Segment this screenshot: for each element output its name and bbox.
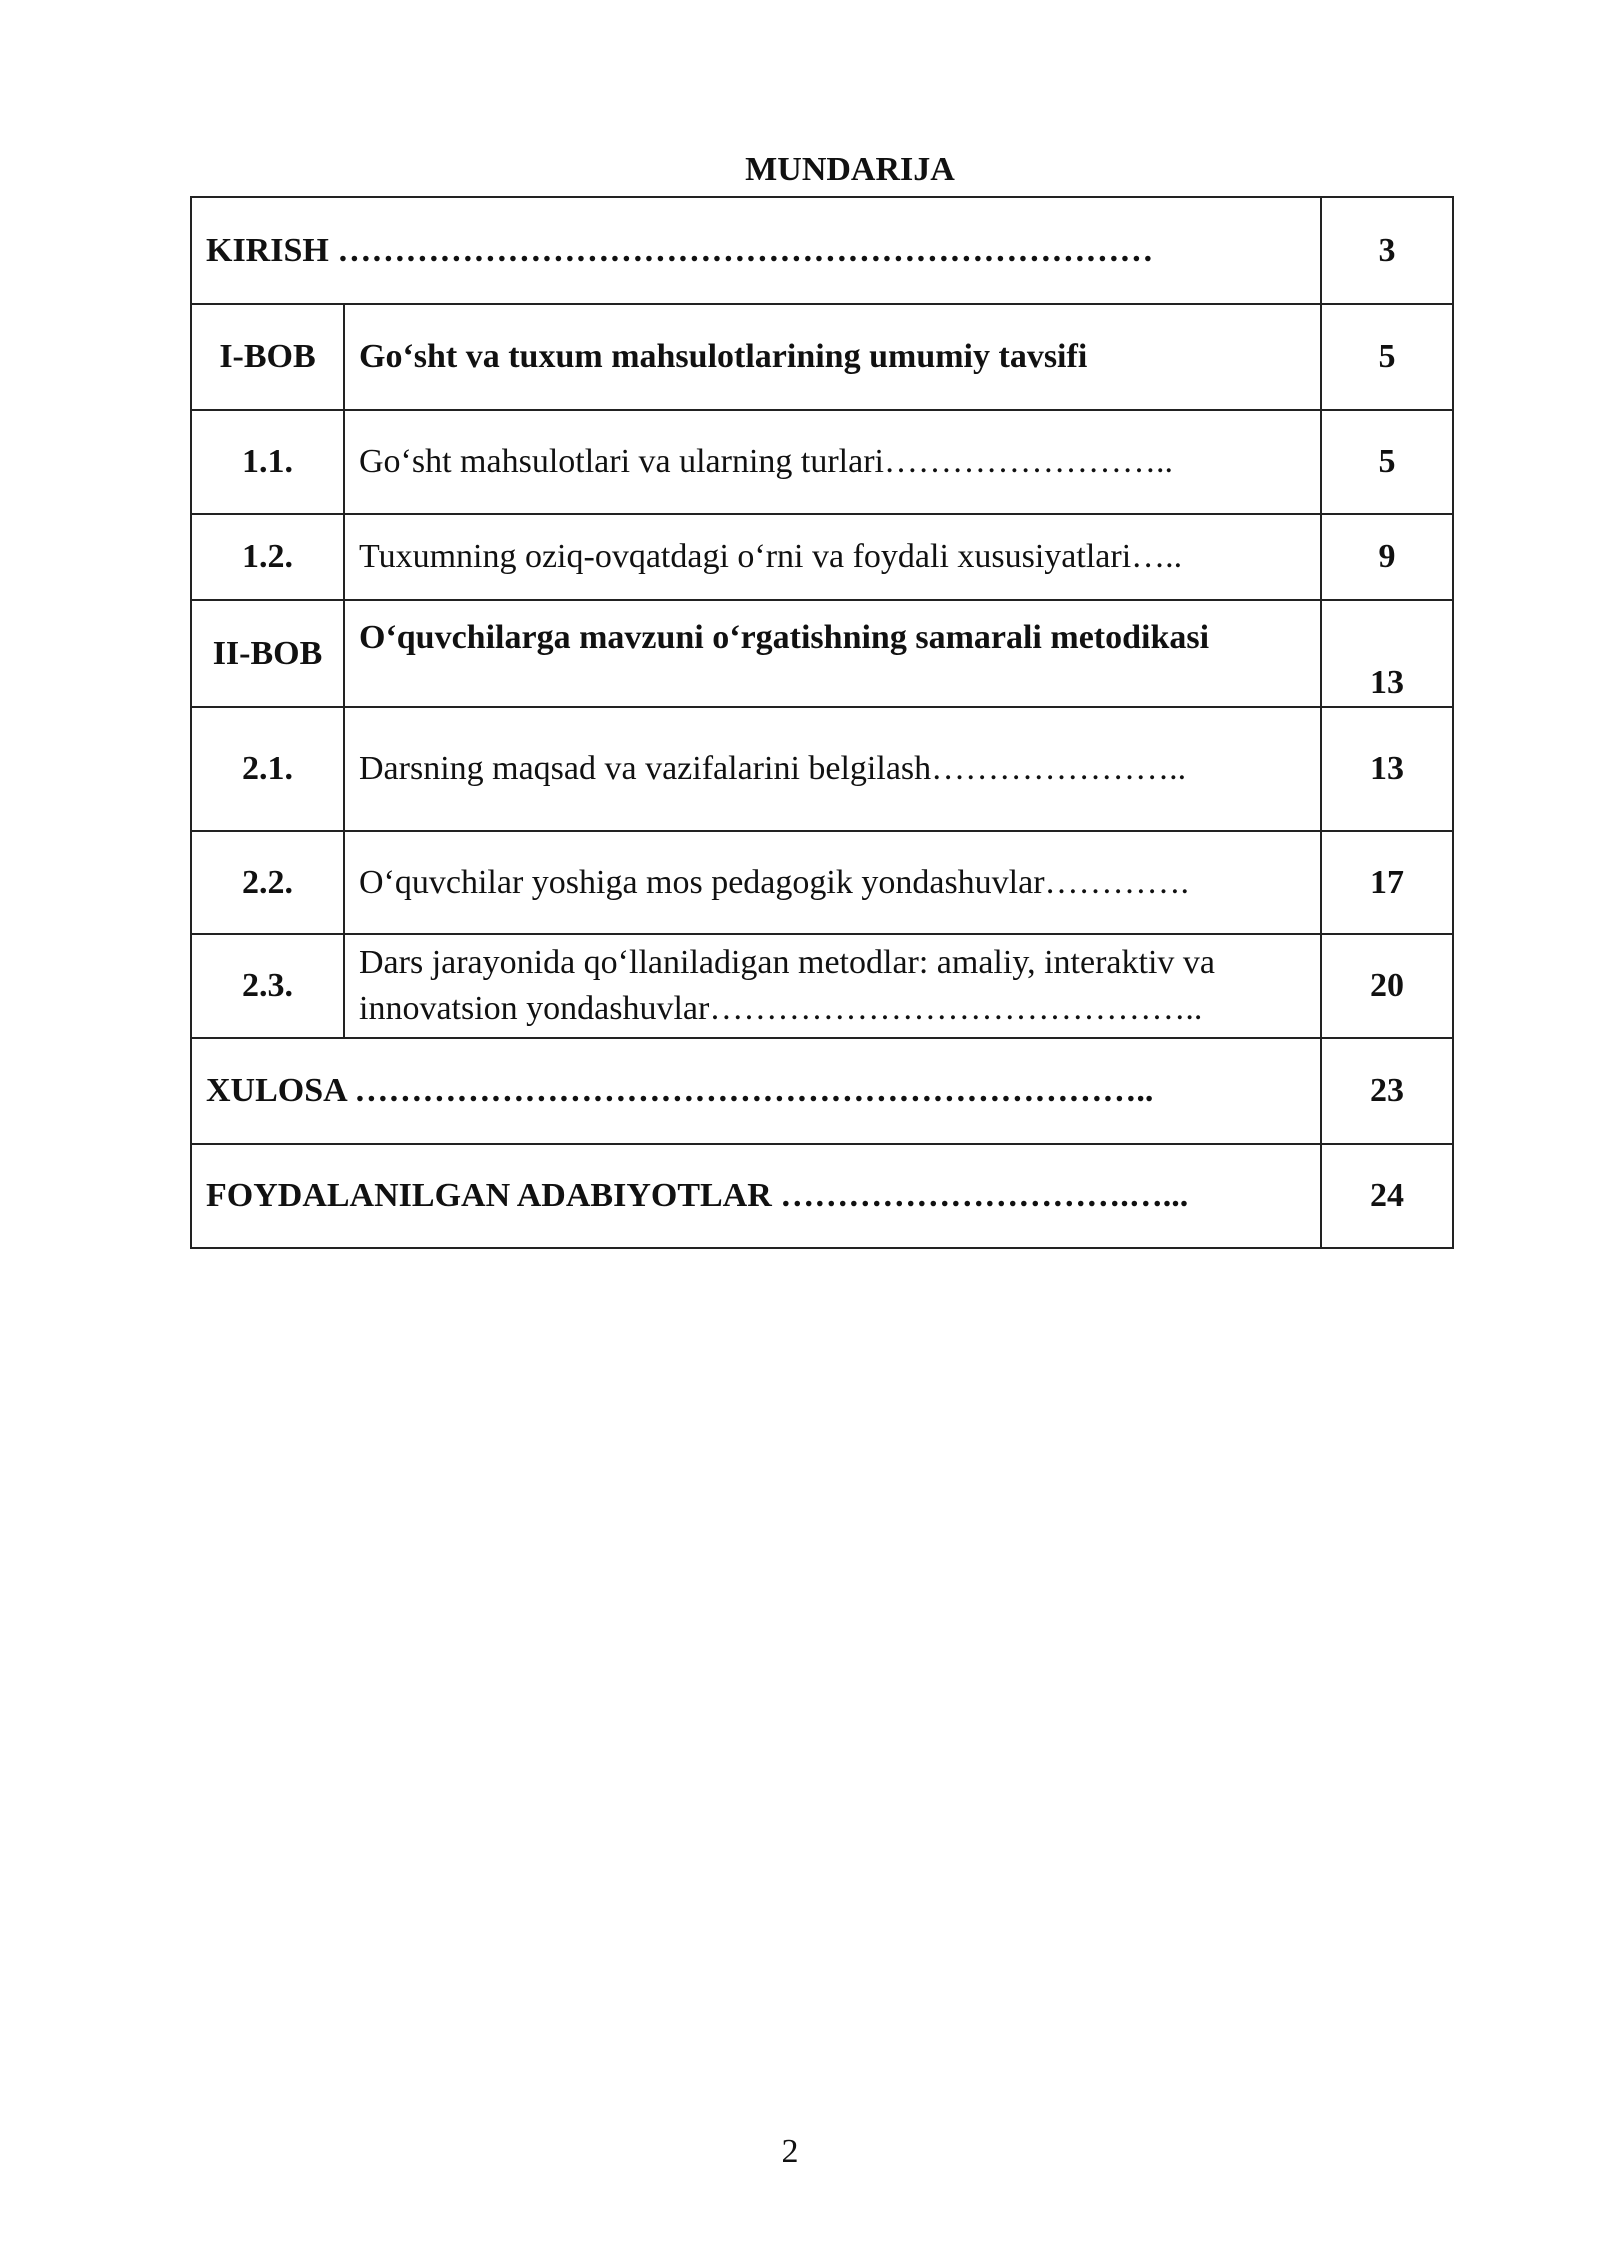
- toc-page-number: 5: [1321, 410, 1453, 514]
- toc-page-number: 3: [1321, 197, 1453, 304]
- toc-row-2-3[interactable]: [191, 934, 1453, 1038]
- toc-row-chapter-2[interactable]: [191, 600, 1453, 707]
- toc-entry-label: XULOSA ……………………………………………………………..: [191, 1038, 1321, 1144]
- toc-page-number: 13: [1321, 707, 1453, 831]
- toc-page-number: 24: [1321, 1144, 1453, 1248]
- toc-section-number: 1.2.: [191, 514, 344, 600]
- toc-entry-title: O‘quvchilarga mavzuni o‘rgatishning samarali metodikasi: [344, 600, 1321, 707]
- toc-row-xulosa[interactable]: [191, 1038, 1453, 1144]
- toc-section-number: II-BOB: [191, 600, 344, 707]
- toc-entry-title: O‘quvchilar yoshiga mos pedagogik yondashuvlar………….: [344, 831, 1321, 934]
- toc-page-number: 20: [1321, 934, 1453, 1038]
- page-title: MUNDARIJA: [745, 151, 955, 188]
- toc-row-chapter-1[interactable]: [191, 304, 1453, 410]
- toc-row-2-1[interactable]: [191, 707, 1453, 831]
- page-footer-number: 2: [781, 2133, 799, 2170]
- toc-entry-title: Go‘sht va tuxum mahsulotlarining umumiy tavsifi: [344, 304, 1321, 410]
- toc-section-number: 2.2.: [191, 831, 344, 934]
- table-of-contents: [190, 196, 1454, 1249]
- toc-entry-title: Go‘sht mahsulotlari va ularning turlari……………………..: [344, 410, 1321, 514]
- toc-entry-title: Tuxumning oziq-ovqatdagi o‘rni va foydali xususiyatlari…..: [344, 514, 1321, 600]
- toc-entry-title: [344, 934, 1321, 1038]
- toc-entry-title-line-2: innovatsion yondashuvlar……………………………………..: [359, 990, 1203, 1027]
- toc-entry-title-line-1: Dars jarayonida qo‘llaniladigan metodlar: amaliy, interaktiv va: [359, 944, 1215, 981]
- toc-page-number: 9: [1321, 514, 1453, 600]
- toc-row-1-2[interactable]: [191, 514, 1453, 600]
- toc-entry-label: KIRISH ………………………………………………………………: [191, 197, 1321, 304]
- toc-section-number: I-BOB: [191, 304, 344, 410]
- toc-section-number: 2.3.: [191, 934, 344, 1038]
- toc-entry-label: FOYDALANILGAN ADABIYOTLAR ………………………….…...: [191, 1144, 1321, 1248]
- toc-section-number: 2.1.: [191, 707, 344, 831]
- toc-page-number: 5: [1321, 304, 1453, 410]
- toc-page-number: 17: [1321, 831, 1453, 934]
- toc-row-2-2[interactable]: [191, 831, 1453, 934]
- toc-section-number: 1.1.: [191, 410, 344, 514]
- toc-row-references[interactable]: [191, 1144, 1453, 1248]
- toc-entry-title: Darsning maqsad va vazifalarini belgilash…………………..: [344, 707, 1321, 831]
- toc-row-kirish[interactable]: [191, 197, 1453, 304]
- toc-page-number: 13: [1321, 600, 1453, 707]
- toc-row-1-1[interactable]: [191, 410, 1453, 514]
- toc-page-number: 23: [1321, 1038, 1453, 1144]
